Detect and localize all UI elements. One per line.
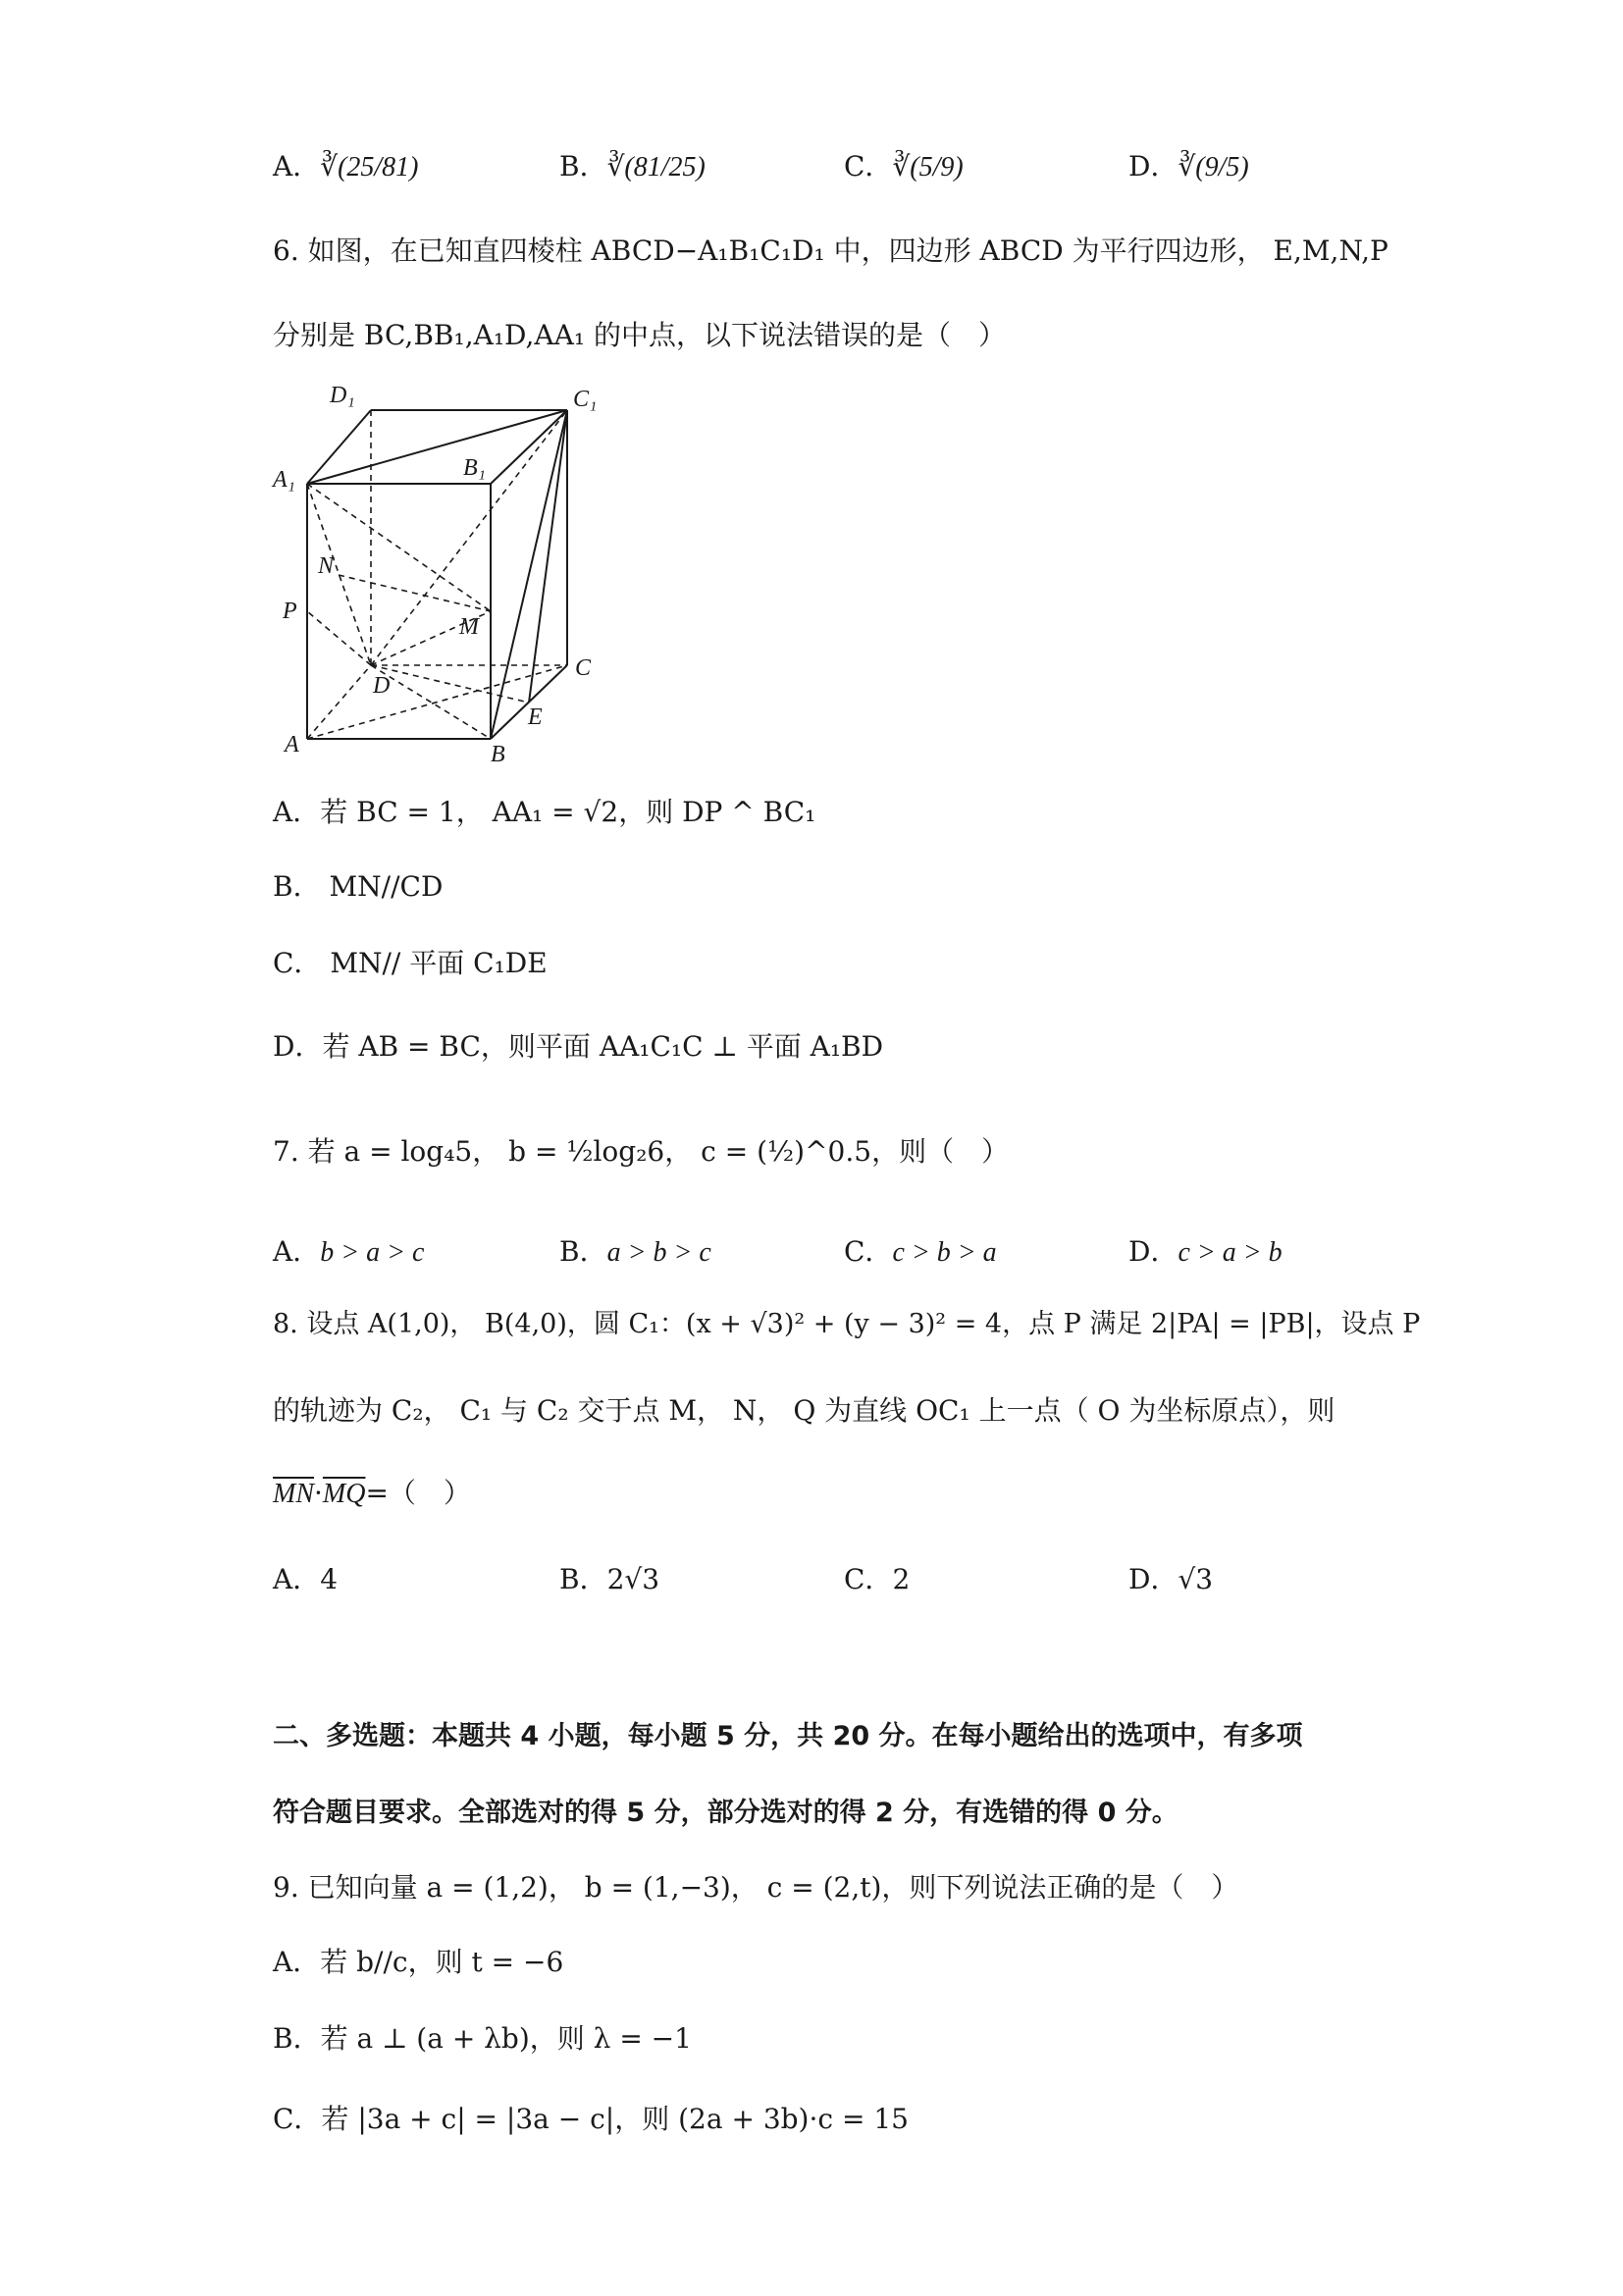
label-a: A bbox=[285, 732, 299, 757]
prism-diagram bbox=[263, 371, 616, 763]
q6-option-d: D．若 AB = BC，则平面 AA₁C₁C ⊥ 平面 A₁BD bbox=[273, 1030, 884, 1063]
section2-line2: 符合题目要求。全部选对的得 5 分，部分选对的得 2 分，有选错的得 0 分。 bbox=[273, 1798, 1178, 1828]
q8-option-d: D．√3 bbox=[1128, 1563, 1214, 1595]
label-n: N bbox=[318, 553, 335, 579]
q6-option-b: B． MN//CD bbox=[273, 870, 444, 903]
q6-stem-line1: 6. 如图，在已知直四棱柱 ABCD−A₁B₁C₁D₁ 中，四边形 ABCD 为平行四边形， E,M,N,P bbox=[273, 235, 1388, 267]
line-n-m bbox=[339, 575, 491, 611]
line-a1-m bbox=[307, 484, 491, 611]
edge-a1-d1 bbox=[307, 410, 371, 484]
line-d-e bbox=[371, 665, 529, 703]
q6-option-a: A．若 BC = 1， AA₁ = √2，则 DP ^ BC₁ bbox=[273, 796, 816, 828]
label-m: M bbox=[459, 614, 479, 640]
label-a1: A₁ bbox=[273, 467, 296, 493]
q9-option-b: B．若 a ⊥ (a + λb)，则 λ = −1 bbox=[273, 2022, 692, 2055]
edge-a-d bbox=[307, 665, 371, 739]
q9-option-c: C．若 |3a + c| = |3a − c|，则 (2a + 3b)·c = 15 bbox=[273, 2103, 909, 2135]
vector-mn: $\overline{MN}$ bbox=[273, 1479, 314, 1509]
q6-option-c: C． MN// 平面 C₁DE bbox=[273, 947, 548, 979]
label-b1: B₁ bbox=[463, 455, 487, 481]
q5-option-a: A．∛(25/81) bbox=[273, 150, 419, 183]
label-b: B bbox=[491, 742, 505, 763]
q8-stem-line2: 的轨迹为 C₂， C₁ 与 C₂ 交于点 M， N， Q 为直线 OC₁ 上一点（ O 为坐标原点），则 bbox=[273, 1394, 1335, 1427]
q5-option-b: B．∛(81/25) bbox=[559, 150, 706, 183]
q5-option-c: C．∛(5/9) bbox=[844, 150, 964, 183]
line-c1-e bbox=[529, 410, 567, 703]
q8-stem-line3: $\overline{MN}\cdot\overline{MQ}=$（ ） bbox=[273, 1477, 471, 1509]
label-c1: C₁ bbox=[573, 387, 598, 412]
q6-prism-figure bbox=[263, 371, 616, 763]
vector-mq: $\overline{MQ}$ bbox=[322, 1479, 366, 1509]
label-d1: D₁ bbox=[330, 383, 355, 408]
label-d: D bbox=[373, 673, 391, 699]
q8-option-a: A．4 bbox=[273, 1563, 339, 1595]
q8-stem-line1: 8. 设点 A(1,0)， B(4,0)，圆 C₁：(x + √3)² + (y − 3)² = 4，点 P 满足 2|PA| = |PB|，设点 P bbox=[273, 1309, 1421, 1339]
q9-option-a: A．若 b//c，则 t = −6 bbox=[273, 1946, 564, 1978]
q6-stem-line2: 分别是 BC,BB₁,A₁D,AA₁ 的中点，以下说法错误的是（ ） bbox=[273, 319, 1006, 351]
q7-stem: 7. 若 a = log₄5， b = ½log₂6， c = (½)^0.5，则（ ） bbox=[273, 1135, 1010, 1168]
section2-line1: 二、多选题：本题共 4 小题，每小题 5 分，共 20 分。在每小题给出的选项中，有多项 bbox=[273, 1721, 1303, 1751]
q7-option-c: C．c > b > a bbox=[844, 1235, 997, 1268]
q8-option-b: B．2√3 bbox=[559, 1563, 660, 1595]
q5-option-d: D．∛(9/5) bbox=[1128, 150, 1249, 183]
q7-option-a: A．b > a > c bbox=[273, 1235, 425, 1268]
label-e: E bbox=[528, 704, 543, 730]
label-p: P bbox=[283, 599, 297, 624]
q8-option-c: C．2 bbox=[844, 1563, 911, 1595]
label-c: C bbox=[575, 655, 592, 681]
q7-option-d: D．c > a > b bbox=[1128, 1235, 1283, 1268]
q7-option-b: B．a > b > c bbox=[559, 1235, 711, 1268]
q9-stem: 9. 已知向量 a = (1,2)， b = (1,−3)， c = (2,t)，则下列说法正确的是（ ） bbox=[273, 1871, 1239, 1904]
